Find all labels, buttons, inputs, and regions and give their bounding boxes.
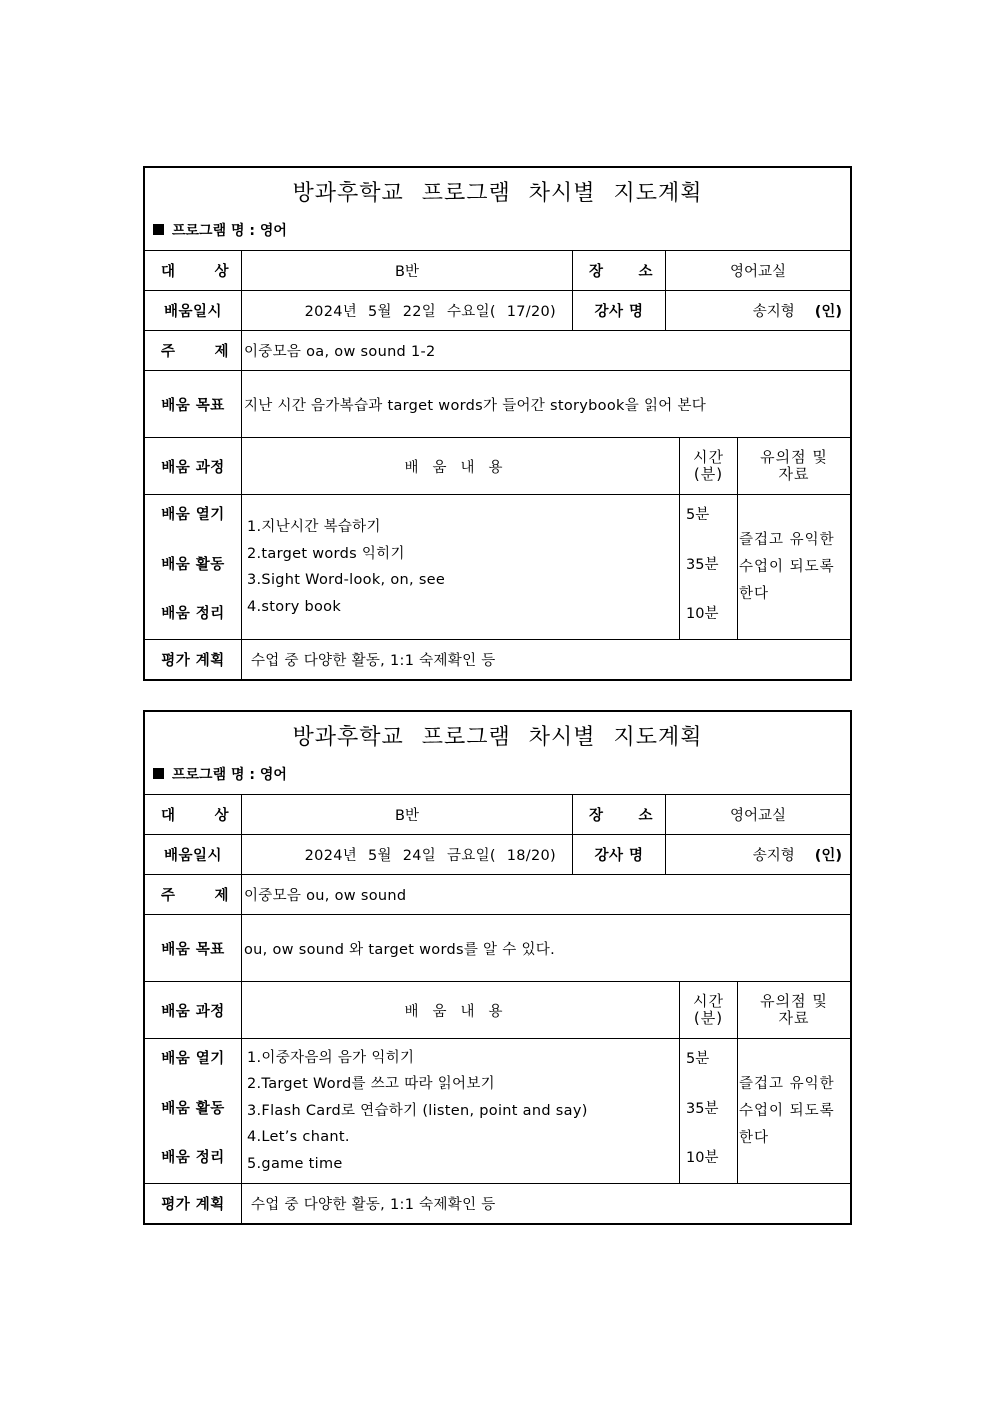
topic-label xyxy=(145,331,242,370)
activity-item: 4.Let’s chant. xyxy=(247,1129,350,1146)
evaluation-label: 평가 계획 xyxy=(145,1184,242,1223)
program-name-text: 프로그램 명 : 영어 xyxy=(172,223,287,239)
target-label-b: 상 xyxy=(214,808,229,824)
program-name xyxy=(153,220,287,240)
evaluation-value: 수업 중 다양한 활동, 1:1 숙제확인 등 xyxy=(251,653,496,669)
time-activity: 35분 xyxy=(686,556,719,573)
note-header-2: 자료 xyxy=(778,465,810,483)
goal-value: 지난 시간 음가복습과 target words가 들어간 storybook을 읽어 본다 xyxy=(244,397,707,414)
target-label xyxy=(145,795,242,834)
note-header xyxy=(738,982,850,1038)
activity-item: 2.Target Word를 쓰고 따라 읽어보기 xyxy=(247,1076,495,1093)
content-header: 배움내용 xyxy=(242,982,680,1038)
note-line: 한다 xyxy=(739,1129,770,1146)
target-row xyxy=(145,251,850,291)
date-label: 배움일시 xyxy=(145,835,242,874)
plan-header xyxy=(145,712,850,795)
time-header-1: 시간 xyxy=(693,992,724,1010)
place-label-b: 소 xyxy=(638,808,653,824)
stage-activity: 배움 활동 xyxy=(161,556,225,573)
place-value: 영어교실 xyxy=(729,264,787,280)
topic-row xyxy=(145,875,850,915)
teacher-name: 송지형 xyxy=(752,848,795,864)
topic-label xyxy=(145,875,242,914)
goal-label: 배움 목표 xyxy=(145,915,242,981)
activity-list xyxy=(242,1039,680,1183)
target-label-b: 상 xyxy=(214,264,229,280)
process-header-row xyxy=(145,982,850,1039)
square-bullet-icon xyxy=(153,224,164,235)
activity-item: 5.game time xyxy=(247,1155,343,1172)
date-value: 2024년 5월 22일 수요일( 17/20) xyxy=(242,291,573,330)
note-header-1: 유의점 및 xyxy=(760,448,828,466)
stage-closing: 배움 정리 xyxy=(161,606,225,622)
date-value: 2024년 5월 24일 금요일( 18/20) xyxy=(242,835,573,874)
time-list xyxy=(680,1039,738,1183)
teacher-label: 강사 명 xyxy=(573,835,666,874)
topic-row xyxy=(145,331,850,371)
activity-item: 3.Flash Card로 연습하기 (listen, point and say) xyxy=(247,1102,588,1119)
lesson-plan-2 xyxy=(143,710,852,1225)
note-line: 한다 xyxy=(739,585,770,602)
seal-mark: (인) xyxy=(814,304,842,320)
target-value: B반 xyxy=(242,795,573,834)
time-list xyxy=(680,495,738,639)
evaluation-row xyxy=(145,640,850,679)
note-line: 즐겁고 유익한 xyxy=(739,1075,835,1092)
goal-row xyxy=(145,371,850,438)
evaluation-row xyxy=(145,1184,850,1223)
teacher-value xyxy=(666,835,850,874)
content-header: 배움내용 xyxy=(242,438,680,494)
goal-row xyxy=(145,915,850,982)
square-bullet-icon xyxy=(153,768,164,779)
place-label-b: 소 xyxy=(638,264,653,280)
place-label xyxy=(573,795,666,834)
topic-label-b: 제 xyxy=(214,888,229,904)
process-label: 배움 과정 xyxy=(145,982,242,1038)
date-row xyxy=(145,291,850,331)
target-label xyxy=(145,251,242,290)
plan-header xyxy=(145,168,850,251)
activity-item: 3.Sight Word-look, on, see xyxy=(247,572,446,588)
activity-item: 4.story book xyxy=(247,598,342,615)
note-line: 수업이 되도록 xyxy=(739,1102,835,1119)
topic-value: 이중모음 oa, ow sound 1-2 xyxy=(244,344,436,360)
stage-activity: 배움 활동 xyxy=(161,1100,225,1117)
time-header-2: (분) xyxy=(693,465,724,483)
time-header xyxy=(680,438,738,494)
target-row xyxy=(145,795,850,835)
time-header xyxy=(680,982,738,1038)
target-value: B반 xyxy=(242,251,573,290)
stage-list xyxy=(145,495,242,639)
plan-title: 방과후학교 프로그램 차시별 지도계획 xyxy=(292,725,703,750)
date-row xyxy=(145,835,850,875)
place-label-a: 장 xyxy=(589,808,604,824)
topic-value: 이중모음 ou, ow sound xyxy=(244,888,407,904)
time-closing: 10분 xyxy=(686,606,719,622)
process-label: 배움 과정 xyxy=(145,438,242,494)
note-line: 수업이 되도록 xyxy=(739,558,835,575)
activity-item: 1.지난시간 복습하기 xyxy=(247,519,381,535)
place-label xyxy=(573,251,666,290)
note-header xyxy=(738,438,850,494)
goal-value: ou, ow sound 와 target words를 알 수 있다. xyxy=(244,941,556,958)
time-header-2: (분) xyxy=(693,1009,724,1027)
program-name xyxy=(153,764,287,784)
topic-label-a: 주 xyxy=(161,344,176,360)
topic-label-a: 주 xyxy=(161,888,176,904)
target-label-a: 대 xyxy=(161,808,176,824)
time-opening: 5분 xyxy=(686,1051,710,1067)
stage-opening: 배움 열기 xyxy=(161,1051,225,1067)
date-label: 배움일시 xyxy=(145,291,242,330)
plan-title: 방과후학교 프로그램 차시별 지도계획 xyxy=(292,181,703,206)
stage-list xyxy=(145,1039,242,1183)
note-line: 즐겁고 유익한 xyxy=(739,531,835,548)
time-header-1: 시간 xyxy=(693,448,724,466)
time-closing: 10분 xyxy=(686,1150,719,1166)
stage-closing: 배움 정리 xyxy=(161,1150,225,1166)
note-header-1: 유의점 및 xyxy=(760,992,828,1010)
time-activity: 35분 xyxy=(686,1100,719,1117)
topic-label-b: 제 xyxy=(214,344,229,360)
note-text xyxy=(738,495,850,639)
goal-label: 배움 목표 xyxy=(145,371,242,437)
process-header-row xyxy=(145,438,850,495)
seal-mark: (인) xyxy=(814,848,842,864)
activity-list xyxy=(242,495,680,639)
place-value: 영어교실 xyxy=(729,808,787,824)
evaluation-value: 수업 중 다양한 활동, 1:1 숙제확인 등 xyxy=(251,1197,496,1213)
process-body-row xyxy=(145,495,850,640)
activity-item: 2.target words 익히기 xyxy=(247,545,405,562)
time-opening: 5분 xyxy=(686,507,710,523)
activity-item: 1.이중자음의 음가 익히기 xyxy=(247,1049,415,1066)
teacher-name: 송지형 xyxy=(752,304,795,320)
place-label-a: 장 xyxy=(589,264,604,280)
lesson-plan-1 xyxy=(143,166,852,681)
evaluation-label: 평가 계획 xyxy=(145,640,242,679)
target-label-a: 대 xyxy=(161,264,176,280)
process-body-row xyxy=(145,1039,850,1184)
teacher-value xyxy=(666,291,850,330)
note-text xyxy=(738,1039,850,1183)
stage-opening: 배움 열기 xyxy=(161,507,225,523)
program-name-text: 프로그램 명 : 영어 xyxy=(172,767,287,783)
note-header-2: 자료 xyxy=(778,1009,810,1027)
teacher-label: 강사 명 xyxy=(573,291,666,330)
